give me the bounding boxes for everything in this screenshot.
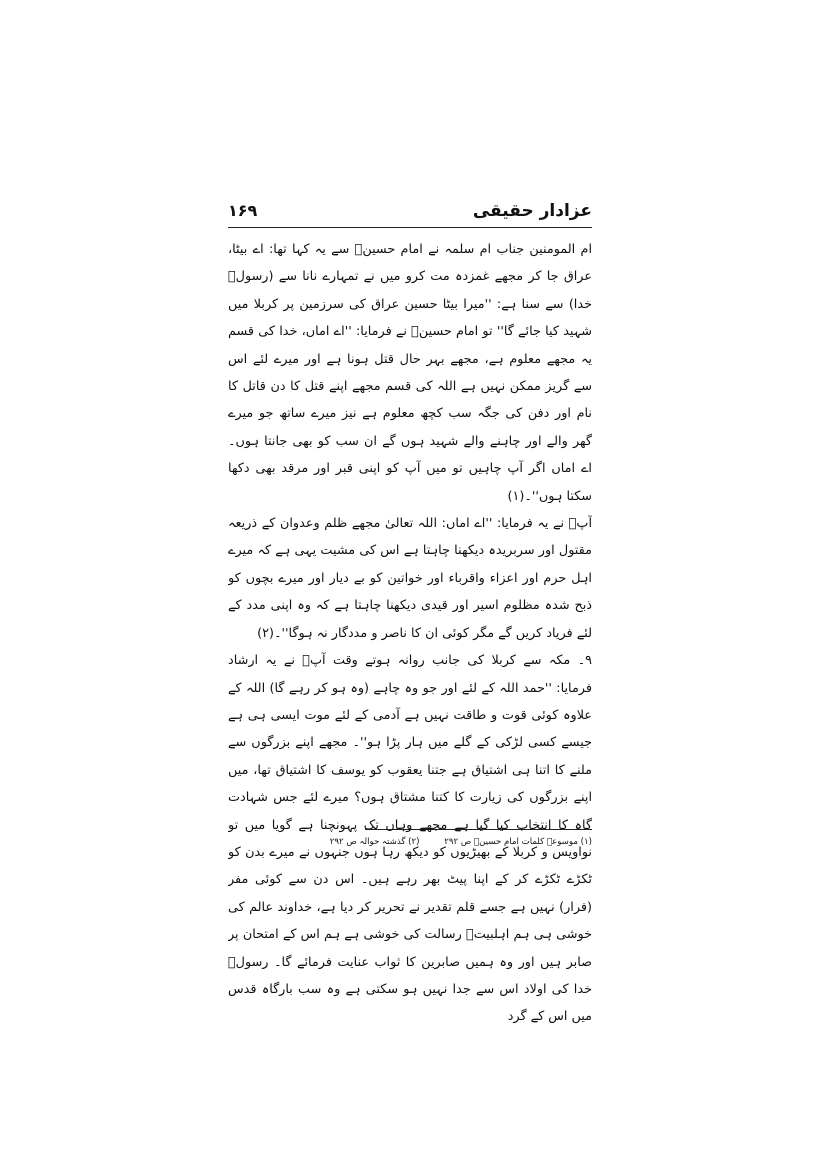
main-text xyxy=(228,236,592,1031)
paragraph-divine-will: آپؑ نے یہ فرمایا: ''اے اماں: اللہ تعالیٰ مجھے ظلم وعدوان کے ذریعہ مقتول اور سربریدہ دیکھنا چاہتا ہے اس کی مشیت یہی ہے کہ میرے اہل حرم اور اعزاء واقرباء اور خواتین کو بے دیار اور میرے بچوں کو ذبح شدہ مظلوم اسیر اور قیدی دیکھنا چاہتا ہے کہ وہ اپنی مدد کے لئے فریاد کریں گے مگر کوئی ان کا ناصر و مددگار نہ ہوگا''۔(۲) xyxy=(228,516,592,641)
book-title: عزادار حقیقی xyxy=(472,201,592,221)
footnotes xyxy=(330,833,592,851)
header-divider xyxy=(228,227,592,228)
running-header xyxy=(228,201,592,225)
paragraph-umm-salama: ام المومنین جناب ام سلمہ نے امام حسینؑ سے یہ کہا تھا: اے بیٹا، عراق جا کر مجھے غمزدہ مت کرو میں نے تمہارے نانا سے (رسولؐ خدا) سے سنا ہے: ''میرا بیٹا حسین عراق کی سرزمین پر کربلا میں شہید کیا جائے گا'' تو امام حسینؑ نے فرمایا: ''اے اماں، خدا کی قسم یہ مجھے معلوم ہے، مجھے بہر حال قتل ہونا ہے اور میرے لئے اس سے گریز ممکن نہیں ہے اللہ کی قسم مجھے اپنے قتل کا دن قاتل کا نام اور دفن کی جگہ سب کچھ معلوم ہے نیز میرے ساتھ جو میرے گھر والے اور چاہنے والے شہید ہوں گے ان سب کو بھی جانتا ہوں۔ اے اماں اگر آپ چاہیں تو میں آپ کو اپنی قبر اور مرقد بھی دکھا سکتا ہوں''۔(۱) xyxy=(228,242,592,504)
page-number: ۱۶۹ xyxy=(228,201,258,220)
footnote-1: (۱) موسوعہ کلمات امام حسینؑ ص ۲۹۲ xyxy=(444,837,592,847)
footnote-divider xyxy=(365,829,592,830)
paragraph-departure-sermon: ۹۔ مکہ سے کربلا کی جانب روانہ ہوتے وقت آپؑ نے یہ ارشاد فرمایا: ''حمد اللہ کے لئے اور جو وہ چاہے (وہ ہو کر رہے گا) اللہ کے علاوہ کوئی قوت و طاقت نہیں ہے آدمی کے لئے موت ایسی ہی ہے جیسے کسی لڑکی کے گلے میں ہار پڑا ہو''۔ مجھے اپنے بزرگوں سے ملنے کا اتنا ہی اشتیاق ہے جتنا یعقوب کو یوسف کا اشتیاق تھا، میں اپنے بزرگوں کی زیارت کا کتنا مشتاق ہوں؟ میرے لئے جس شہادت گاہ کا انتخاب کیا گیا ہے مجھے وہاں تک پہونچنا ہے گویا میں تو نواویس و کربلا کے بھیڑیوں کو دیکھ رہا ہوں جنہوں نے میرے بدن کو ٹکڑے ٹکڑے کر کے اپنا پیٹ بھر رہے ہیں۔ اس دن سے کوئی مفر (فرار) نہیں ہے جسے قلم تقدیر نے تحریر کر دیا ہے، خداوند عالم کی خوشی ہی ہم اہلبیتؑ رسالت کی خوشی ہے ہم اس کے امتحان پر صابر ہیں اور وہ ہمیں صابرین کا ثواب عنایت فرمائے گا۔ رسولؐ خدا کی اولاد اس سے جدا نہیں ہو سکتی ہے وہ سب بارگاہ قدس میں اس کے گرد xyxy=(228,653,592,1025)
footnote-2: (۲) گذشتہ حوالہ ص ۲۹۲ xyxy=(330,837,420,847)
